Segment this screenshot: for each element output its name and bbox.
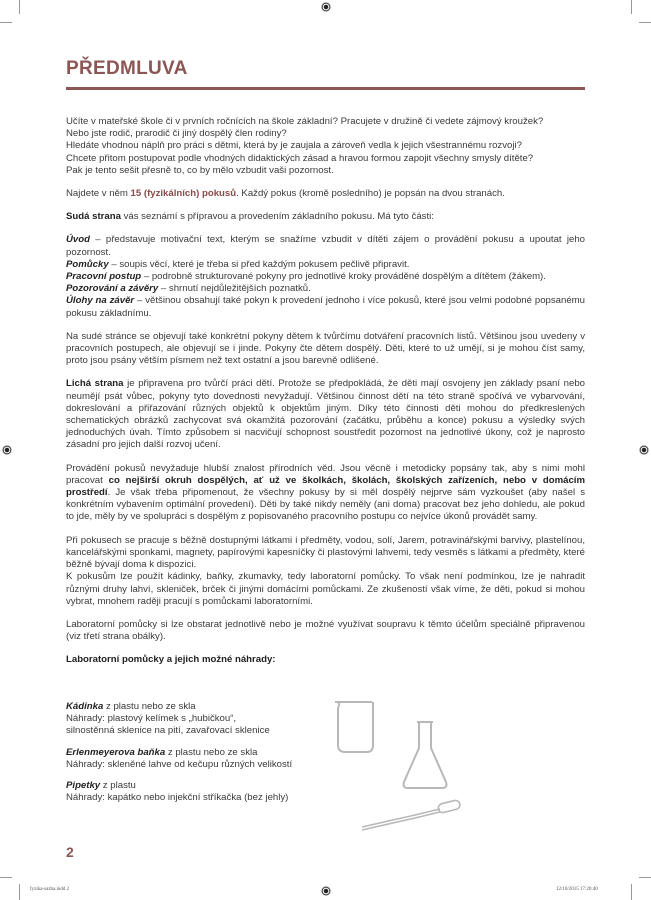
page-number: 2 (66, 844, 74, 860)
paragraph-lab-tools: K pokusům lze použít kádinky, baňky, zkumavky, tedy laboratorní pomůcky. To však není podmínkou, lze je nahradit různými druhy lahví, skleniček, brček či jinými domácími pomůckami. Ze zkušeností však víme, že děti, pokud si mohou vybrat, mnohem raději pracují s pomůckami laboratorními. (66, 571, 585, 607)
crop-mark (639, 877, 651, 878)
part-item: Pracovní postup – podrobně strukturované pokyny pro jednotlivé kroky prováděné dospělým a dítětem (žákem). (66, 271, 546, 283)
intro-line: Pak je tento sešit přesně to, co by mělo vzbudit vaši pozornost. (66, 164, 334, 176)
crop-mark (0, 22, 12, 23)
crop-mark (0, 877, 12, 878)
paragraph-audience: Provádění pokusů nevyžaduje hlubší znalost přírodních věd. Jsou věcně i metodicky popsány tak, aby s nimi mohl pracovat co nejširší okruh dospělých, ať už ve školkách, školách, školských zařízeních, nebo v domácím prostředí. Je však třeba připomenout, že všechny pokusy by si měl dospělý nejprve sám vyzkoušet (aby našel s konkrétním vybavením optimální provedení). Děti by také nikdy neměly (ani doma) pracovat bez jeho dohledu, ale pokud to jde, měly by ve spolupráci s dospělým z popisovaného pracovního postupu co nejvíce úkonů provádět samy. (66, 462, 585, 523)
paragraph-instructions: Na sudé stránce se objevují také konkrétní pokyny dětem k tvůrčímu dotváření pracovních listů. Většinou jsou uvedeny v pracovních postupech, ale objevují se i jinde. Pokyny čte dětem dospělý. Děti, které to už umějí, si je mohou číst samy, proto jsou psány větším písmem než text ostatní a jsou barevně odlišené. (66, 330, 585, 367)
lab-item: Erlenmeyerova baňka z plastu nebo ze skla Náhrady: skleněné lahve od kečupu různých velikostí (66, 746, 293, 770)
title-rule (66, 87, 585, 90)
registration-mark-icon (2, 445, 12, 455)
registration-mark-icon (321, 886, 331, 896)
lab-illustrations (320, 690, 480, 840)
part-item: Úlohy na závěr – většinou obsahují také pokyn k provedení jednoho i více pokusů, které jsou velmi podobné popsanému pokusu základnímu. (66, 295, 585, 319)
slug-timestamp: 12/10/2015 17:20:40 (556, 887, 598, 892)
lab-item: Kádinka z plastu nebo ze skla Náhrady: plastový kelímek s „hubičkou“, silnostěnná sklenice na pití, zavařovací sklenice (66, 701, 270, 737)
paragraph-odd-page: Lichá strana je připravena pro tvůrčí práci dětí. Protože se předpokládá, že děti mají osvojeny jen základy psaní nebo neumějí psát vůbec, pokyny tyto dovednosti nevyžadují. Většinou činnost dětí na této straně spočívá ve vybarvování, dokreslování a přiřazování různých objektů k objektům jiným. Díky této činnosti děti mohou do předkreslených schematických obrázků zachycovat svá okamžitá pozorování (začátku, průběhu a konce) pokusu a výsledky svých jednoduchých úvah. Tímto způsobem si nacvičují schopnost soustředit pozornost na jednotlivé úkony, což je naprosto zásadní pro jejich další rozvoj učení. (66, 378, 585, 451)
crop-mark (631, 884, 632, 900)
paragraph-experiments-count: Najdete v něm 15 (fyzikálních) pokusů. Každý pokus (kromě posledního) je popsán na dvou stranách. (66, 188, 505, 200)
intro-line: Učíte v mateřské škole či v prvních ročnících na škole základní? Pracujete v družině či vedete zájmový kroužek? (66, 116, 544, 127)
crop-mark (19, 0, 20, 14)
part-item: Pozorování a závěry – shrnutí nejdůležitějších poznatků. (66, 283, 311, 295)
preface-body (66, 106, 585, 678)
registration-mark-icon (321, 2, 331, 12)
part-item: Úvod – představuje motivační text, kterým se snažíme vzbudit v dítěti zájem o provádění pokusu a upoutat jeho pozornost. (66, 234, 585, 258)
crop-mark (19, 884, 20, 900)
part-item: Pomůcky – soupis věcí, které je třeba si před každým pokusem pečlivě připravit. (66, 258, 410, 270)
intro-line: Nebo jste rodič, prarodič či jiný dospělý člen rodiny? (66, 128, 287, 140)
beaker-icon (335, 702, 373, 752)
intro-line: Hledáte vhodnou náplň pro práci s dětmi, která by je zaujala a zároveň vedla k jejich všestrannému rozvoji? (66, 140, 522, 152)
paragraph-materials: Při pokusech se pracuje s běžně dostupnými látkami i předměty, vodou, solí, Jarem, potravinářskými barvivy, plastelínou, kancelářskými sponkami, magnety, papírovými kapesníčky či plastovými lahvemi, tedy vesměs s látkami a předměty, které běžně bývají doma k dispozici. (66, 534, 585, 571)
paragraph-even-page: Sudá strana vás seznámí s přípravou a provedením základního pokusu. Má tyto části: (66, 211, 434, 223)
page-title: PŘEDMLUVA (66, 58, 188, 79)
crop-mark (631, 0, 632, 14)
crop-mark (639, 22, 651, 23)
experiments-count: 15 (fyzikálních) pokusů (130, 188, 237, 200)
registration-mark-icon (639, 445, 649, 455)
slug-filename: fyzika-sazba.indd 2 (30, 887, 70, 892)
labs-heading: Laboratorní pomůcky a jejich možné náhrady: (66, 654, 276, 666)
erlenmeyer-flask-icon (404, 722, 447, 788)
parts-list (66, 234, 585, 319)
intro-line: Chcete přitom postupovat podle vhodných didaktických zásad a hravou formou zapojit všechny smysly dítěte? (66, 152, 534, 164)
lab-item: Pipetky z plastu Náhrady: kapátko nebo injekční stříkačka (bez jehly) (66, 780, 289, 804)
paragraph-lab-kit: Laboratorní pomůcky si lze obstarat jednotlivě nebo je možné využívat soupravu k těmto účelům speciálně připravenou (viz třetí strana obálky). (66, 618, 585, 643)
pipette-icon (362, 799, 461, 830)
lab-equipment-list (66, 701, 326, 813)
